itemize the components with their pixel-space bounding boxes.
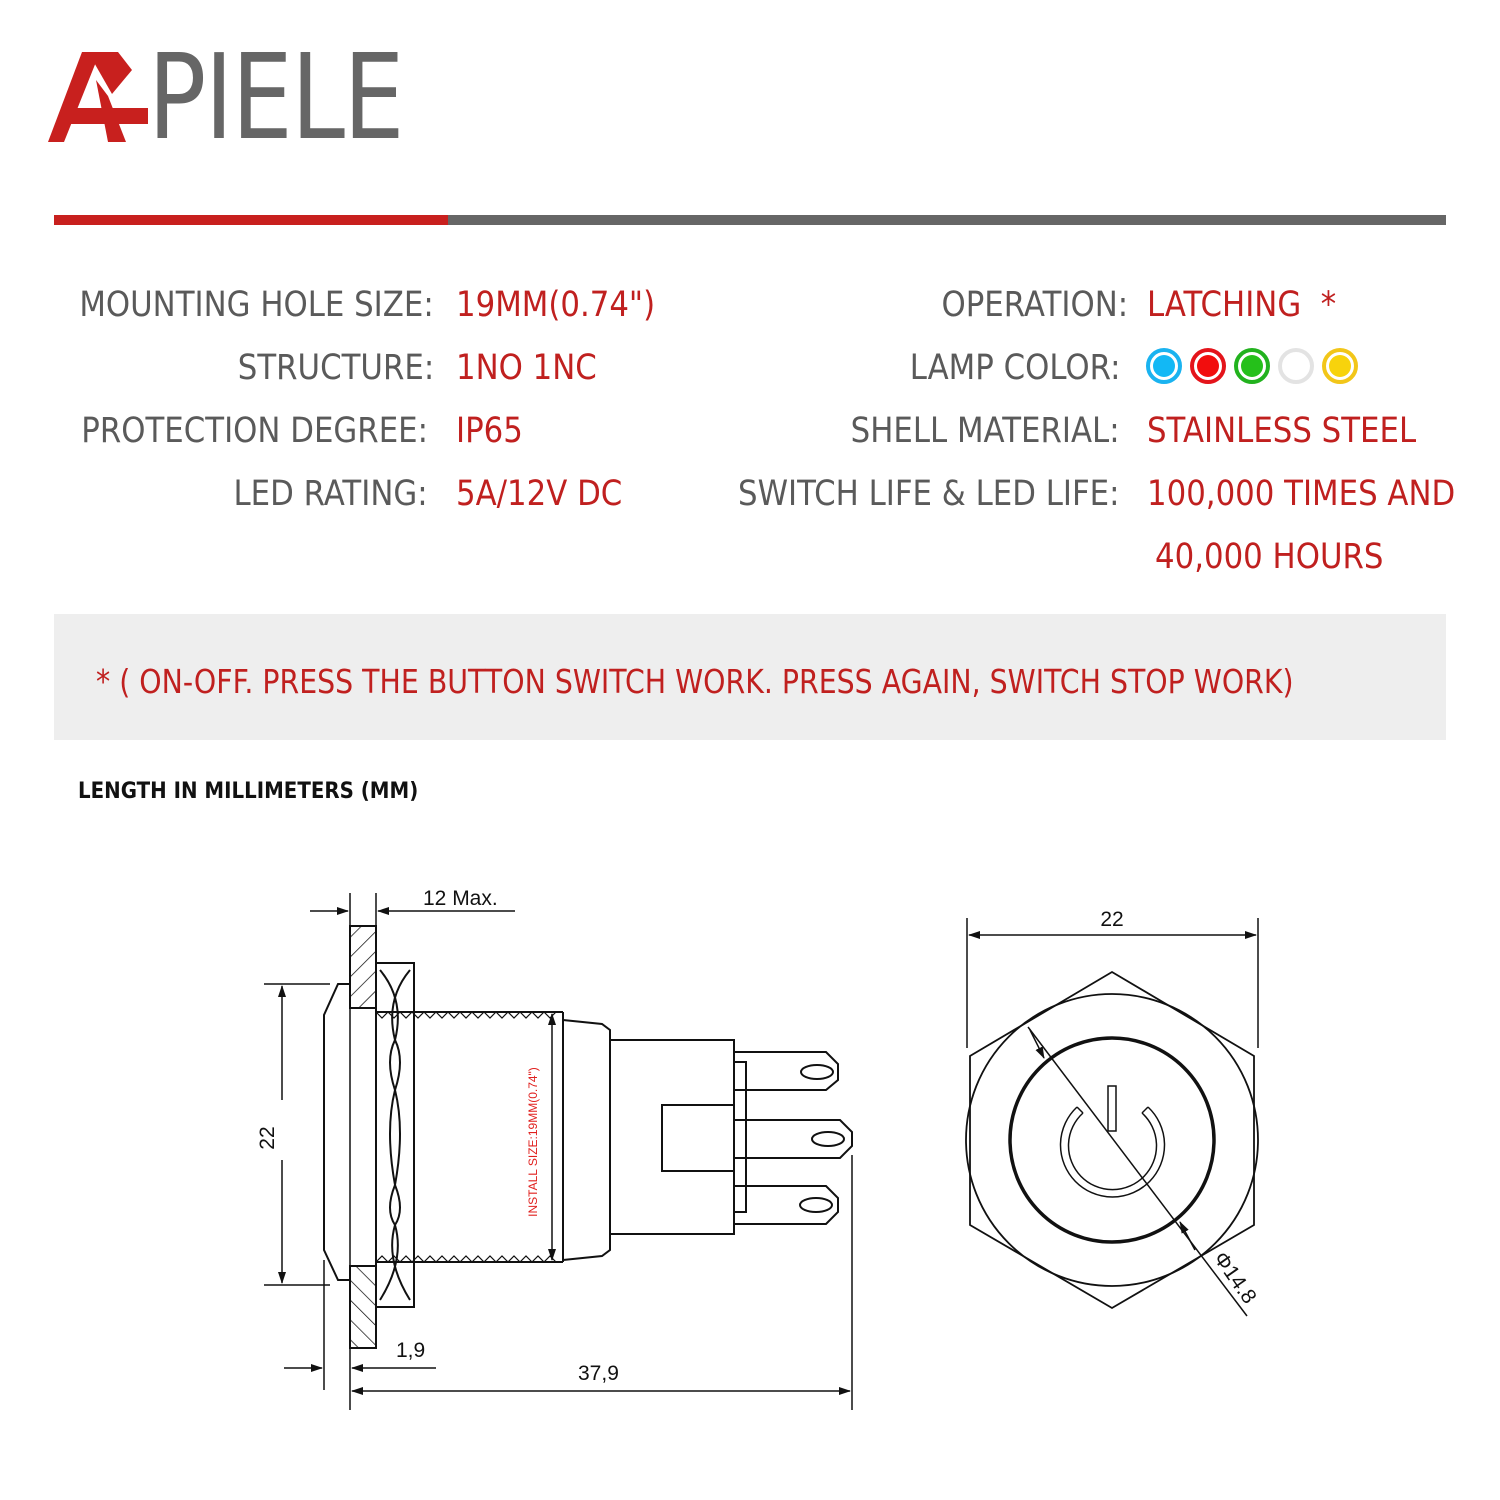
dimensions-title: LENGTH IN MILLIMETERS (MM) [78,779,419,804]
spec-label-mounting-hole: MOUNTING HOLE SIZE: [79,285,434,325]
spec-value-life-line1: 100,000 TIMES AND [1147,474,1456,514]
brand-name: PIELE [148,28,403,166]
spec-value-mounting-hole: 19MM(0.74") [456,285,656,325]
dim-22-front: 22 [1100,908,1124,931]
spec-label-protection: PROTECTION DEGREE: [81,411,428,451]
install-size-label: INSTALL SIZE:19MM(0.74") [526,1067,540,1217]
dim-1-9: 1,9 [396,1339,426,1362]
spec-value-protection: IP65 [456,411,523,451]
spec-value-led-rating: 5A/12V DC [456,474,623,514]
spec-value-shell-material: STAINLESS STEEL [1147,411,1417,451]
side-view-drawing [324,893,852,1410]
dim-phi-14-8: Φ14.8 [1208,1247,1261,1309]
spec-label-operation: OPERATION: [941,285,1128,325]
dim-37-9: 37,9 [578,1362,619,1385]
dim-22-side: 22 [256,1126,279,1150]
operation-note-text: * ( ON-OFF. PRESS THE BUTTON SWITCH WORK. PRESS AGAIN, SWITCH STOP WORK) [96,662,1294,701]
spec-label-structure: STRUCTURE: [237,348,434,388]
side-view-labels [256,887,619,1385]
spec-label-life: SWITCH LIFE & LED LIFE: [738,474,1120,514]
spec-value-structure: 1NO 1NC [456,348,597,388]
spec-label-lamp-color: LAMP COLOR: [909,348,1120,388]
spec-value-operation: LATCHING * [1147,285,1337,325]
front-view-labels [1100,908,1260,1308]
spec-label-led-rating: LED RATING: [233,474,428,514]
spec-value-life-line2: 40,000 HOURS [1155,537,1384,577]
spec-label-shell-material: SHELL MATERIAL: [851,411,1120,451]
dim-12-max: 12 Max. [423,887,498,910]
